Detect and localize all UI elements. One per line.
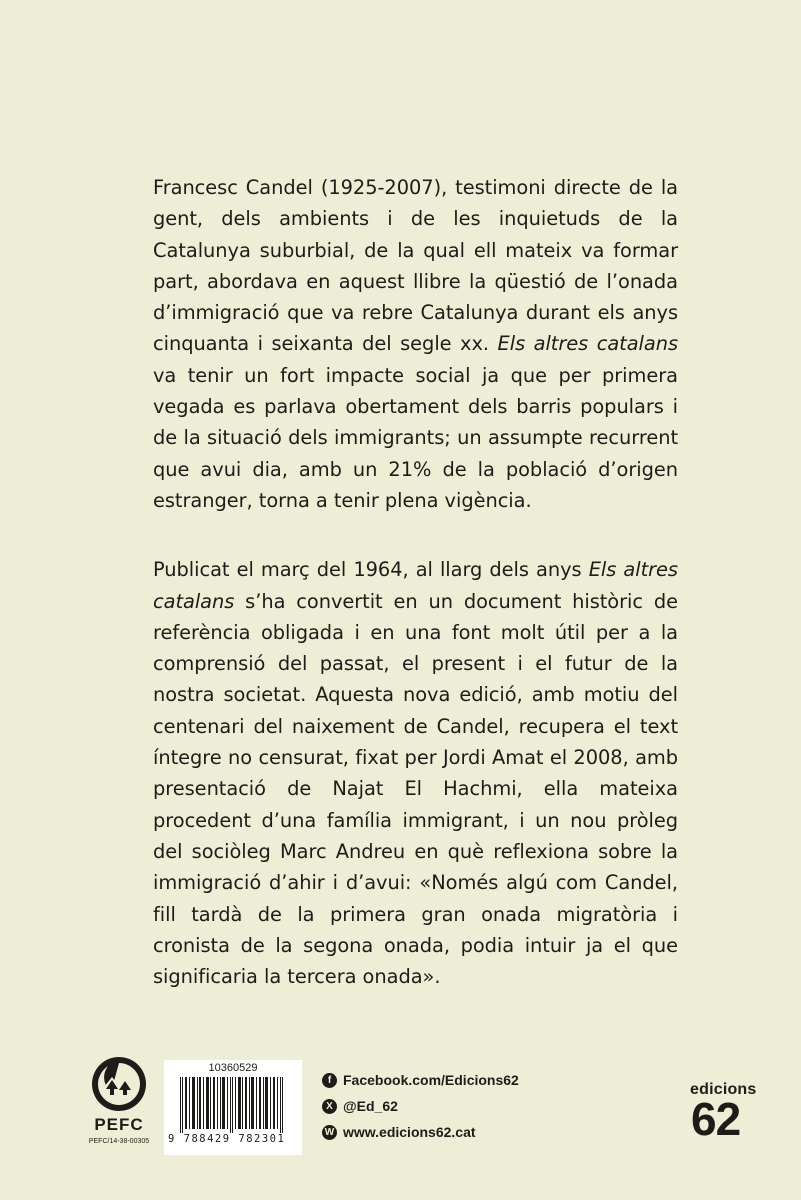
barcode-reference-number: 10360529 (208, 1062, 258, 1074)
blurb-paragraph-1 (153, 172, 678, 516)
p1-text-after: va tenir un fort impacte social ja que per primera vegada es parlava obertament dels barris populars i de la situació dels immigrants; un assumpte recurrent que avui dia, amb un 21% de la població d’origen estranger, torna a tenir plena vigència. (153, 363, 678, 512)
x-icon: X (322, 1099, 337, 1114)
logo-word: edicions (690, 1081, 757, 1098)
back-cover-footer (0, 1055, 801, 1175)
blurb-paragraph-2 (153, 554, 678, 992)
logo-number: 62 (691, 1093, 741, 1145)
pefc-certification (84, 1055, 154, 1145)
pefc-code: PEFC/14-38-00305 (88, 1138, 150, 1145)
social-link-x (322, 1093, 519, 1119)
facebook-handle: Facebook.com/Edicions62 (343, 1072, 519, 1088)
book-title-italic: Els altres catalans (497, 332, 678, 356)
p2-text-after: s’ha convertit en un document històric de referència obligada i en una font molt útil per a la comprensió del passat, el present i el futur de la nostra societat. Aquesta nova edició, amb motiu del centenari del naixement de Candel, recupera el text íntegre no censurat, fixat per Jordi Amat el 2008, amb presentació de Najat El Hachmi, ella mateixa procedent d’una família immigrant, i un nou pròleg del sociòleg Marc Andreu en què reflexiona sobre la immigració d’ahir i d’avui: «Només algú com Candel, fill tardà de la primera gran onada migratòria i cronista de la segona onada, podia intuir ja el que significaria la tercera onada». (153, 589, 678, 989)
book-title-italic: Els altres catalans (153, 558, 678, 613)
p2-text-before: Publicat el març del 1964, al llarg dels anys (153, 558, 582, 582)
back-cover-blurb (153, 172, 678, 992)
social-link-web (322, 1119, 519, 1145)
social-link-facebook (322, 1067, 519, 1093)
edicions-62-logo (690, 1081, 757, 1145)
isbn-barcode (164, 1060, 302, 1155)
pefc-tree-logo-icon (90, 1055, 148, 1113)
social-links (322, 1067, 519, 1145)
x-handle: @Ed_62 (343, 1098, 398, 1114)
barcode-bars (174, 1077, 292, 1133)
facebook-icon: f (322, 1073, 337, 1088)
web-icon: W (322, 1125, 337, 1140)
website-url: www.edicions62.cat (343, 1124, 476, 1140)
p1-text-before: Francesc Candel (1925-2007), testimoni directe de la gent, dels ambients i de les inquietuds de la Catalunya suburbial, de la qual ell mateix va formar part, abordava en aquest llibre la qüestió de l’onada d’immigració que va rebre Catalunya durant els anys cinquanta i seixanta del segle xx. (153, 176, 678, 356)
pefc-label: PEFC (94, 1115, 144, 1134)
barcode-isbn-digits: 9 788429 782301 (168, 1133, 286, 1145)
